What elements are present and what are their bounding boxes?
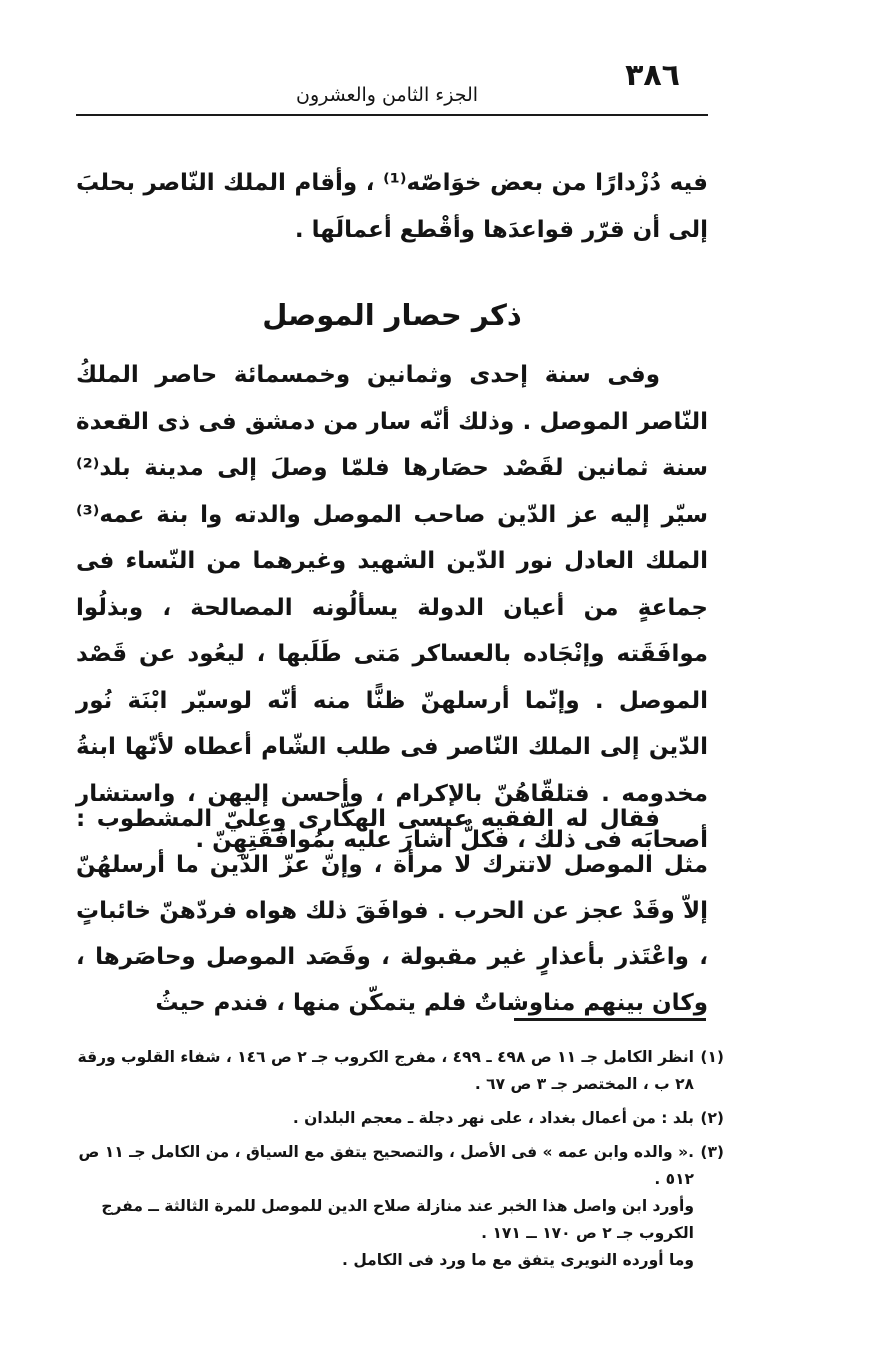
footnote-number: (٢) — [700, 1109, 724, 1127]
footnote-text: انظر الكامل جـ ١١ ص ٤٩٨ ـ ٤٩٩ ، مفرج الكروب جـ ٢ ص ١٤٦ ، شفاء القلوب ورقة ٢٨ ب ، المختصر جـ ٣ ص ٦٧ . — [77, 1048, 694, 1093]
paragraph-siege: وفى سنة إحدى وثمانين وخمسمائة حاصر الملكُ النّاصر الموصل . وذلك أنّه سار من دمشق فى ذى القعدة سنة ثمانين لقَصْد حصَارها فلمّا وصلَ إلى مدينة بلد⁽²⁾ سيّر إليه عز الدّين صاحب الموصل والدته وا بنة عمه⁽³⁾الملك العادل نور الدّين الشهيد وغيرهما من النّساء فى جماعةٍ من أعيان الدولة يسألُونه المصالحة ، وبذلُوا موافَقَته وإنْجَاده بالعساكر مَتى طَلَبها ، ليعُود عن قَصْد الموصل . وإنّما أرسلهنّ ظنًّا منه أنّه لوسيّر ابْنَة نُور الدّين إلى الملك النّاصر فى طلب الشّام أعطاه لأنّها ابنةُ مخدومه . فتلقّاهُنّ بالإكرام ، وأحسن إليهن ، واستشار أصحابَه فى ذلك ، فكلٌّ أشارَ عليه بمُوافَقَتِهِنّ . — [76, 362, 708, 853]
footnote-text: بلد : من أعمال بغداد ، على نهر دجلة ـ معجم البلدان . — [292, 1109, 694, 1127]
page-number: ٣٨٦ — [625, 58, 680, 93]
header-rule — [76, 114, 708, 116]
paragraph-advice: فقال له الفقيه عيسى الهكّارى وعليّ المشطوب : مثل الموصل لاتترك لا مرأة ، وإنّ عزّ الدّين ما أرسلهُنّ إلاّ وقَدْ عجز عن الحرب . فوافَقَ ذلك هواه فردّهنّ خائباتٍ ، واعْتَذر بأعذارٍ غير مقبولة ، وقَصَد الموصل وحاصَرها ، وكان بينهم مناوشاتٌ فلم يتمكّن منها ، فندم حيثُ — [76, 806, 708, 1016]
footnote-number: (١) — [700, 1048, 724, 1066]
footnote-text: .« والده وابن عمه » فى الأصل ، والتصحيح يتفق مع السياق ، من الكامل جـ ١١ ص ٥١٢ . — [78, 1143, 694, 1188]
footnotes — [76, 1044, 724, 1281]
continued-paragraph: فيه دُزْدارًا من بعض خوَاصّه⁽¹⁾ ، وأقام الملك النّاصر بحلبَ إلى أن قرّر قواعدَها وأقْطع أعمالَها . — [76, 170, 708, 243]
footnote-number: (٣) — [700, 1143, 724, 1161]
footnote-2 — [76, 1105, 724, 1132]
footnote-3 — [76, 1139, 724, 1274]
footnote-1 — [76, 1044, 724, 1098]
page-header — [76, 56, 708, 116]
footnote-text-continued: وما أورده النويرى يتفق مع ما ورد فى الكامل . — [342, 1251, 694, 1269]
footnote-rule — [514, 1018, 706, 1021]
footnote-text-continued: وأورد ابن واصل هذا الخبر عند منازلة صلاح الدين للموصل للمرة الثالثة ــ مفرج الكروب جـ ٢ ص ١٧٠ ــ ١٧١ . — [101, 1197, 694, 1242]
section-heading: ذكر حصار الموصل — [262, 298, 522, 332]
running-head: الجزء الثامن والعشرون — [296, 84, 479, 106]
